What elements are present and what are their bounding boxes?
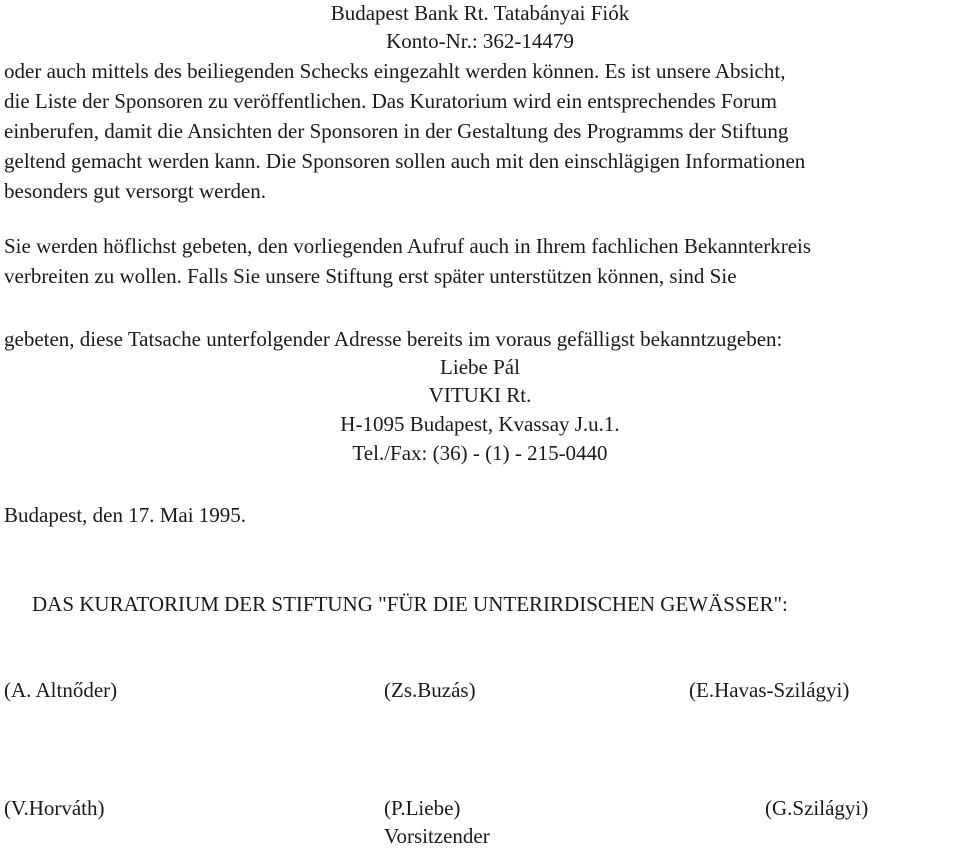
paragraph-sponsors xyxy=(4,56,960,206)
date-line: Budapest, den 17. Mai 1995. xyxy=(4,503,247,527)
signatory-horvath: (V.Horváth) xyxy=(4,796,105,820)
paragraph-line: die Liste der Sponsoren zu veröffentlichen. Das Kuratorium wird ein entsprechendes Forum xyxy=(4,89,777,113)
account-number: Konto-Nr.: 362-14479 xyxy=(386,29,574,53)
paragraph-request xyxy=(4,231,960,291)
address-phone: Tel./Fax: (36) - (1) - 215-0440 xyxy=(352,441,608,465)
address-company: VITUKI Rt. xyxy=(428,383,532,407)
paragraph-notify: gebeten, diese Tatsache unterfolgender Adresse bereits im voraus gefälligst bekanntzugeben: xyxy=(4,327,783,351)
paragraph-line: einberufen, damit die Ansichten der Sponsoren in der Gestaltung des Programms der Stiftung xyxy=(4,119,789,143)
paragraph-line: Sie werden höflichst gebeten, den vorliegenden Aufruf auch in Ihrem fachlichen Bekannterkreis xyxy=(4,234,812,258)
signatory-liebe: (P.Liebe) xyxy=(384,796,461,820)
signatory-havas-szilagyi: (E.Havas-Szilágyi) xyxy=(689,678,850,702)
chair-title: Vorsitzender xyxy=(384,824,490,848)
address-street: H-1095 Budapest, Kvassay J.u.1. xyxy=(340,412,620,436)
paragraph-line: besonders gut versorgt werden. xyxy=(4,179,267,203)
paragraph-line: geltend gemacht werden kann. Die Sponsoren sollen auch mit den einschlägigen Informationen xyxy=(4,149,806,173)
paragraph-line: oder auch mittels des beiliegenden Schecks eingezahlt werden können. Es ist unsere Absicht, xyxy=(4,59,786,83)
board-heading: DAS KURATORIUM DER STIFTUNG "FÜR DIE UNTERIRDISCHEN GEWÄSSER": xyxy=(32,592,788,616)
address-name: Liebe Pál xyxy=(440,355,520,379)
signatory-szilagyi: (G.Szilágyi) xyxy=(765,796,869,820)
bank-name: Budapest Bank Rt. Tatabányai Fiók xyxy=(330,1,630,25)
paragraph-line: verbreiten zu wollen. Falls Sie unsere Stiftung erst später unterstützen können, sind Sie xyxy=(4,264,737,288)
signatory-buzas: (Zs.Buzás) xyxy=(384,678,476,702)
signatory-altnoder: (A. Altnőder) xyxy=(4,678,118,702)
